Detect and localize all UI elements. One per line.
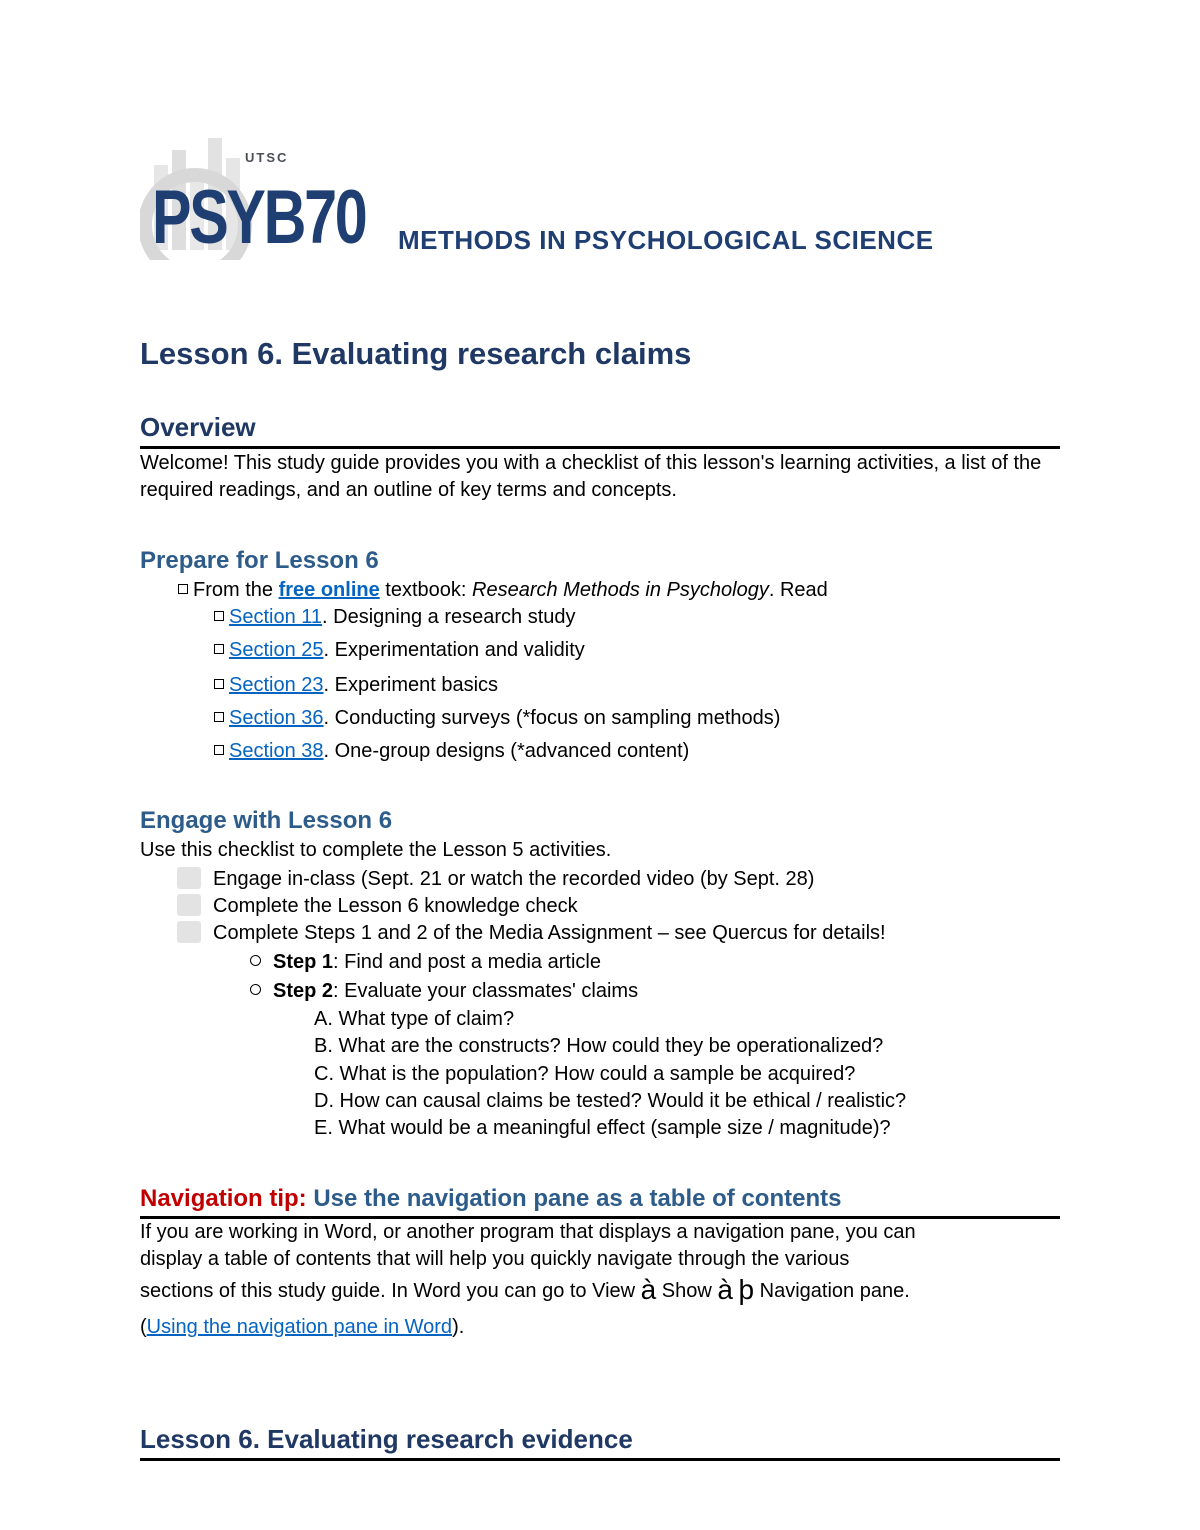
- lesson-title: Lesson 6. Evaluating research claims: [140, 336, 692, 371]
- nav-tip-line-4: (Using the navigation pane in Word).: [140, 1316, 465, 1338]
- checkbox-square-icon: [214, 712, 224, 722]
- overview-text: Welcome! This study guide provides you with a checklist of this lesson's learning activities, a list of the required readings, and an outline of key terms and concepts.: [140, 452, 1042, 501]
- course-banner: [140, 130, 1000, 270]
- utsc-label: UTSC: [245, 150, 289, 165]
- nav-tip-heading: [140, 1185, 841, 1213]
- overview-heading: Overview: [140, 412, 256, 442]
- overview-rule: [140, 446, 1060, 449]
- course-code: PSYB70: [152, 175, 366, 260]
- textbook-title: Research Methods in Psychology: [472, 579, 769, 601]
- checkbox-square-icon: [214, 611, 224, 621]
- reading-item: Section 23. Experiment basics: [214, 672, 498, 698]
- checkbox-square-icon: [214, 745, 224, 755]
- check-glyph: þ: [738, 1274, 755, 1305]
- question-item: B. What are the constructs? How could they be operationalized?: [314, 1035, 884, 1057]
- engage-heading: Engage with Lesson 6: [140, 807, 393, 834]
- circle-bullet-icon: [250, 955, 261, 966]
- next-section-heading: Lesson 6. Evaluating research evidence: [140, 1424, 633, 1454]
- prepare-intro: From the free online textbook: Research Methods in Psychology. Read: [178, 577, 828, 603]
- step-item: Step 1: Find and post a media article: [250, 949, 601, 975]
- checkbox[interactable]: [177, 921, 201, 943]
- prepare-heading: Prepare for Lesson 6: [140, 547, 379, 574]
- question-item: E. What would be a meaningful effect (sample size / magnitude)?: [314, 1117, 891, 1139]
- reading-item: Section 11. Designing a research study: [214, 604, 576, 630]
- nav-tip-line-2: display a table of contents that will help you quickly navigate through the various: [140, 1248, 850, 1270]
- reading-item: Section 38. One-group designs (*advanced content): [214, 738, 689, 764]
- question-item: A. What type of claim?: [314, 1008, 515, 1030]
- nav-tip-title: Use the navigation pane as a table of contents: [306, 1185, 842, 1212]
- checkbox-square-icon: [214, 644, 224, 654]
- engage-intro: Use this checklist to complete the Lesson 5 activities.: [140, 839, 612, 861]
- nav-tip-line-3: sections of this study guide. In Word you can go to View à Show à þ Navigation pane.: [140, 1274, 910, 1305]
- nav-tip-label: Navigation tip:: [140, 1185, 307, 1212]
- checkbox-square-icon: [214, 679, 224, 689]
- checkbox-square-icon: [178, 584, 188, 594]
- free-online-link[interactable]: free online: [278, 579, 380, 601]
- course-title: METHODS IN PSYCHOLOGICAL SCIENCE: [398, 225, 934, 255]
- arrow-glyph: à: [640, 1274, 657, 1305]
- checklist-item: Complete Steps 1 and 2 of the Media Assignment – see Quercus for details!: [177, 920, 886, 946]
- arrow-glyph: à: [717, 1274, 733, 1305]
- next-section-rule: [140, 1458, 1060, 1461]
- checklist-item: Engage in-class (Sept. 21 or watch the recorded video (by Sept. 28): [177, 866, 814, 892]
- reading-item: Section 25. Experimentation and validity: [214, 637, 585, 663]
- reading-item: Section 36. Conducting surveys (*focus on sampling methods): [214, 705, 780, 731]
- section-11-link[interactable]: Section 11: [229, 606, 323, 628]
- navigation-pane-link[interactable]: Using the navigation pane in Word: [146, 1316, 453, 1338]
- step-item: Step 2: Evaluate your classmates' claims: [250, 978, 638, 1004]
- section-23-link[interactable]: Section 23: [229, 674, 324, 696]
- section-38-link[interactable]: Section 38: [229, 740, 324, 762]
- question-item: C. What is the population? How could a sample be acquired?: [314, 1063, 856, 1085]
- section-36-link[interactable]: Section 36: [229, 707, 324, 729]
- circle-bullet-icon: [250, 984, 261, 995]
- checkbox[interactable]: [177, 867, 201, 889]
- checkbox[interactable]: [177, 894, 201, 916]
- nav-tip-line-1: If you are working in Word, or another program that displays a navigation pane, you can: [140, 1221, 916, 1243]
- checklist-item: Complete the Lesson 6 knowledge check: [177, 893, 578, 919]
- section-25-link[interactable]: Section 25: [229, 639, 324, 661]
- question-item: D. How can causal claims be tested? Would it be ethical / realistic?: [314, 1090, 907, 1112]
